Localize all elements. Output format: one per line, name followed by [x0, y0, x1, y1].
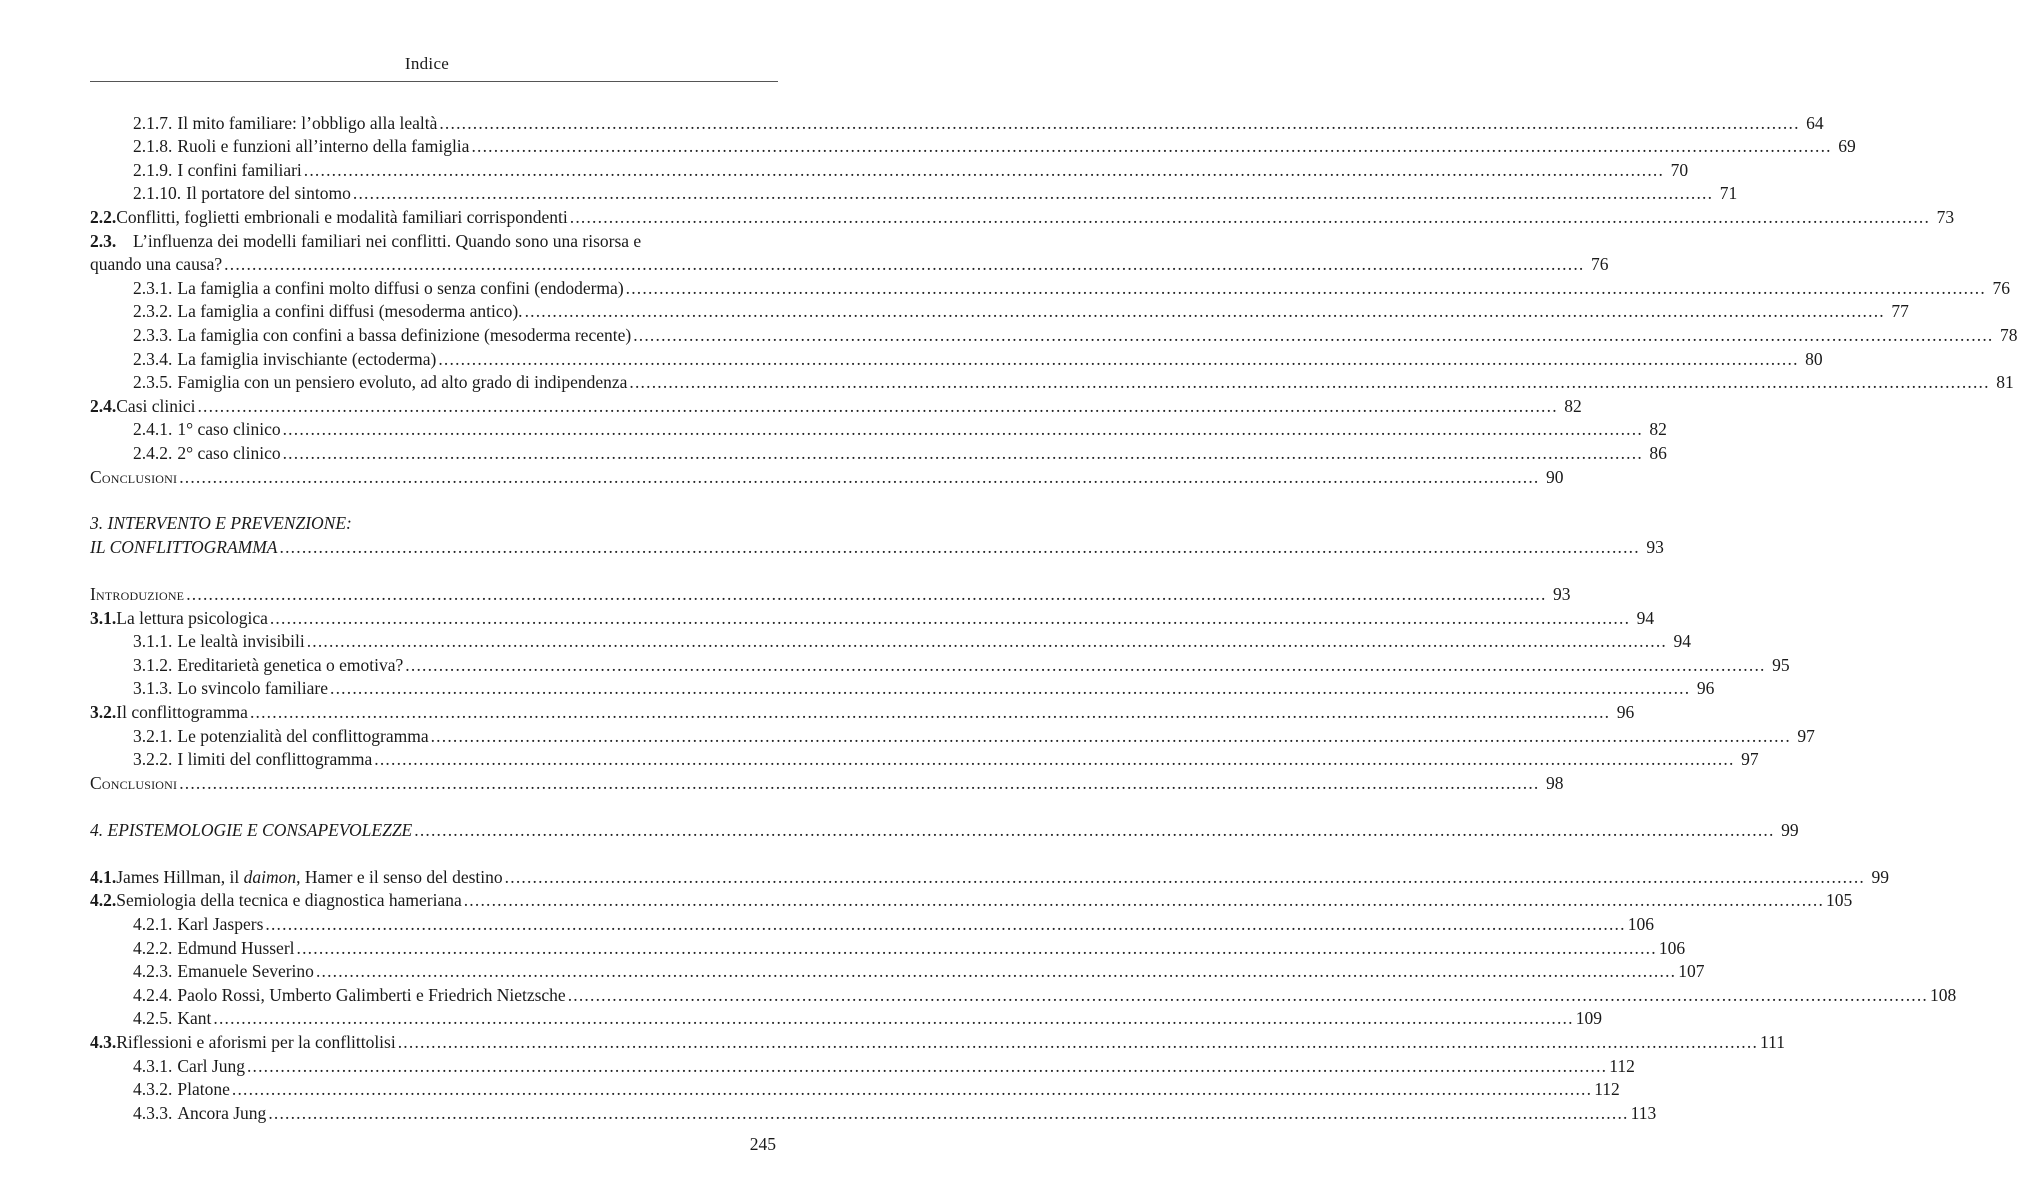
entry-page: 70 [1670, 159, 1689, 180]
entry-title: Ancora Jung [177, 1102, 267, 1123]
toc-entry[interactable] [90, 416, 1667, 440]
entry-title: La famiglia a confini molto diffusi o senza confini (endoderma) [177, 277, 624, 298]
chapter-title-continued: IL CONFLITTOGRAMMA [90, 537, 278, 558]
entry-page: 82 [1564, 395, 1582, 416]
entry-title: Il conflittogramma [116, 702, 248, 723]
dot-leader [353, 183, 1713, 203]
dot-leader [405, 655, 1765, 675]
entry-number: 2.3.4. [133, 348, 173, 369]
entry-number: 2.1.9. [133, 159, 173, 180]
entry-title: Semiologia della tecnica e diagnostica hameriana [116, 890, 462, 911]
entry-title: Ereditarietà genetica o emotiva? [177, 654, 404, 675]
toc-entry[interactable] [90, 910, 1654, 934]
entry-page: 97 [1797, 725, 1815, 746]
entry-title: 1° caso clinico [177, 419, 281, 440]
dot-leader [374, 749, 1734, 769]
entry-title: I confini familiari [177, 159, 302, 180]
toc-entry[interactable] [90, 1028, 1785, 1052]
entry-page: 73 [1936, 206, 1955, 227]
dot-leader [224, 254, 1584, 274]
toc-entry[interactable] [90, 1052, 1635, 1076]
toc-entry[interactable] [90, 1005, 1602, 1029]
toc-entry[interactable] [90, 109, 1824, 133]
entry-page: 76 [1590, 254, 1609, 275]
dot-leader [570, 207, 1930, 227]
entry-page: 112 [1594, 1079, 1620, 1100]
entry-page: 109 [1575, 1008, 1602, 1029]
toc-entry-conclusions[interactable] [90, 769, 1564, 793]
toc-entry[interactable] [90, 746, 1759, 770]
entry-title: Il portatore del sintomo [186, 183, 351, 204]
table-of-contents [90, 109, 2018, 1123]
dot-leader [505, 867, 1865, 887]
entry-number: 4.3.2. [133, 1079, 173, 1100]
dot-leader [431, 726, 1791, 746]
entry-number: 3.1.3. [133, 678, 173, 699]
entry-title: Famiglia con un pensiero evoluto, ad alto grado di indipendenza [177, 372, 628, 393]
entry-title: La famiglia con confini a bassa definizione (mesoderma recente) [177, 324, 632, 345]
toc-entry[interactable] [90, 227, 772, 251]
dot-leader [280, 537, 1640, 557]
entry-page: 77 [1891, 301, 1909, 322]
entry-title-part: James Hillman, il [116, 866, 244, 887]
dot-leader [232, 1079, 1592, 1099]
dot-leader [439, 113, 1799, 133]
entry-page: 105 [1826, 890, 1853, 911]
toc-entry[interactable] [90, 298, 1909, 322]
entry-page: 90 [1546, 466, 1564, 487]
entry-number: 2.3.1. [133, 277, 173, 298]
entry-title: Conclusioni [90, 772, 178, 793]
chapter-heading[interactable] [90, 816, 1799, 840]
dot-leader [438, 349, 1798, 369]
entry-title: Karl Jaspers [177, 913, 264, 934]
dot-leader [297, 938, 1657, 958]
entry-number: 2.3. [90, 230, 117, 251]
entry-number: 2.3.2. [133, 301, 173, 322]
toc-entry-continuation[interactable] [90, 251, 1609, 275]
toc-entry[interactable] [90, 863, 1889, 887]
entry-title: Edmund Husserl [177, 937, 295, 958]
entry-number: 4.3. [90, 1031, 117, 1052]
entry-page: 113 [1630, 1102, 1657, 1123]
dot-leader [568, 985, 1928, 1005]
dot-leader [247, 1056, 1607, 1076]
entry-number: 4.2.3. [133, 961, 173, 982]
entry-title: La famiglia invischiante (ectoderma) [177, 348, 437, 369]
dot-leader [316, 961, 1676, 981]
toc-entry[interactable] [90, 1076, 1620, 1100]
dot-leader [283, 419, 1643, 439]
toc-entry[interactable] [90, 156, 1689, 180]
toc-entry[interactable] [90, 958, 1705, 982]
entry-page: 94 [1673, 631, 1692, 652]
entry-title: L’influenza dei modelli familiari nei conflitti. Quando sono una risorsa e [133, 230, 642, 251]
entry-page: 81 [1996, 372, 2014, 393]
entry-title: Casi clinici [116, 395, 196, 416]
dot-leader [307, 631, 1667, 651]
entry-title: I limiti del conflittogramma [177, 749, 373, 770]
dot-leader [304, 160, 1664, 180]
toc-entry[interactable] [90, 628, 1692, 652]
page-number: 245 [749, 1134, 776, 1154]
entry-title: Le potenzialità del conflittogramma [177, 725, 429, 746]
dot-leader [629, 372, 1989, 392]
chapter-heading[interactable] [90, 510, 772, 534]
toc-entry[interactable] [90, 439, 1667, 463]
entry-number: 3.2. [90, 702, 117, 723]
entry-title: Carl Jung [177, 1055, 245, 1076]
toc-entry[interactable] [90, 345, 1823, 369]
entry-page: 86 [1649, 442, 1667, 463]
dot-leader [179, 467, 1539, 487]
toc-entry[interactable] [90, 392, 1582, 416]
entry-page: 64 [1806, 112, 1824, 133]
dot-leader [179, 773, 1539, 793]
entry-number: 2.1.7. [133, 112, 173, 133]
running-header: Indice [404, 54, 450, 73]
entry-page: 69 [1838, 136, 1856, 157]
entry-page: 97 [1741, 749, 1759, 770]
entry-title-continued: quando una causa? [90, 254, 223, 275]
entry-title: La famiglia a confini diffusi (mesoderma antico). [177, 301, 523, 322]
entry-page: 107 [1678, 961, 1705, 982]
entry-number: 3.2.1. [133, 725, 173, 746]
entry-number: 3.2.2. [133, 749, 173, 770]
entry-number: 4.2.1. [133, 913, 173, 934]
entry-number: 4.2.2. [133, 937, 173, 958]
entry-number: 4.2.4. [133, 984, 173, 1005]
entry-title: Lo svincolo familiare [177, 678, 329, 699]
entry-title: Le lealtà invisibili [177, 631, 305, 652]
entry-number: 4.2.5. [133, 1008, 173, 1029]
entry-number: 2.1.10. [133, 183, 182, 204]
chapter-heading-continuation[interactable] [90, 533, 1664, 558]
dot-leader [250, 702, 1610, 722]
entry-title: Il mito familiare: l’obbligo alla lealtà [177, 112, 438, 133]
chapter-title: 4. EPISTEMOLOGIE E CONSAPEVOLEZZE [90, 819, 413, 840]
toc-entry[interactable] [90, 887, 1853, 911]
entry-number: 3.1. [90, 607, 117, 628]
toc-entry[interactable] [90, 934, 1686, 958]
toc-entry[interactable] [90, 274, 2010, 298]
entry-number: 4.3.1. [133, 1055, 173, 1076]
entry-page: 106 [1627, 913, 1654, 934]
entry-page: 99 [1781, 819, 1799, 840]
entry-title: Conclusioni [90, 466, 178, 487]
entry-title: Ruoli e funzioni all’interno della famiglia [177, 136, 470, 157]
entry-page: 99 [1871, 866, 1889, 887]
toc-entry[interactable] [90, 651, 1790, 675]
entry-number: 4.2. [90, 890, 117, 911]
dot-leader [197, 396, 1557, 416]
entry-page: 93 [1646, 537, 1664, 558]
entry-title: Platone [177, 1079, 230, 1100]
entry-page: 106 [1658, 937, 1686, 958]
dot-leader [270, 608, 1630, 628]
entry-number: 2.1.8. [133, 136, 173, 157]
entry-page: 76 [1992, 277, 2010, 298]
toc-entry[interactable] [90, 133, 1856, 157]
entry-number: 2.4. [90, 395, 117, 416]
entry-title-part: , Hamer e il senso del destino [296, 866, 503, 887]
dot-leader [626, 278, 1986, 298]
dot-leader [414, 820, 1774, 840]
entry-title: Riflessioni e aforismi per la conflittolisi [116, 1031, 396, 1052]
dot-leader [268, 1103, 1628, 1123]
dot-leader [330, 678, 1690, 698]
dot-leader [186, 584, 1546, 604]
toc-entry-introduction[interactable] [90, 580, 1571, 605]
toc-entry[interactable] [90, 321, 2018, 345]
toc-entry[interactable] [90, 203, 1955, 227]
entry-title: Conflitti, foglietti embrionali e modalità familiari corrispondenti [116, 206, 568, 227]
entry-page: 82 [1649, 419, 1667, 440]
entry-title: Paolo Rossi, Umberto Galimberti e Friedrich Nietzsche [177, 984, 566, 1005]
entry-number: 2.2. [90, 206, 117, 227]
header-rule [90, 81, 778, 82]
entry-number: 3.1.2. [133, 654, 173, 675]
entry-title: 2° caso clinico [177, 442, 281, 463]
dot-leader [633, 325, 1993, 345]
entry-page: 78 [2000, 324, 2018, 345]
toc-entry-conclusions[interactable] [90, 463, 1564, 487]
entry-page: 71 [1719, 183, 1738, 204]
chapter-title: 3. INTERVENTO E PREVENZIONE: [90, 513, 352, 534]
entry-page: 80 [1805, 348, 1823, 369]
toc-entry[interactable] [90, 369, 2014, 393]
entry-page: 96 [1616, 702, 1635, 723]
dot-leader [265, 914, 1625, 934]
entry-number: 2.4.2. [133, 442, 173, 463]
entry-number: 4.1. [90, 866, 117, 887]
entry-number: 2.3.5. [133, 372, 173, 393]
entry-page: 108 [1930, 984, 1957, 1005]
entry-page: 94 [1636, 607, 1655, 628]
entry-page: 112 [1609, 1055, 1635, 1076]
entry-title: Introduzione [90, 584, 185, 605]
entry-title: La lettura psicologica [116, 607, 268, 628]
entry-title: Emanuele Severino [177, 961, 314, 982]
dot-leader [398, 1032, 1758, 1052]
entry-page: 98 [1546, 772, 1564, 793]
entry-number: 2.4.1. [133, 419, 173, 440]
toc-entry[interactable] [90, 722, 1815, 746]
entry-page: 95 [1772, 654, 1790, 675]
entry-page: 93 [1553, 584, 1571, 605]
toc-entry[interactable] [90, 1099, 1657, 1123]
dot-leader [213, 1008, 1573, 1028]
toc-entry[interactable] [90, 180, 1738, 204]
dot-leader [464, 890, 1824, 910]
toc-entry[interactable] [90, 698, 1635, 723]
entry-number: 2.3.3. [133, 324, 173, 345]
dot-leader [283, 443, 1643, 463]
toc-entry[interactable] [90, 604, 1655, 628]
entry-page: 111 [1760, 1031, 1785, 1052]
dot-leader [525, 301, 1885, 321]
dot-leader [471, 136, 1831, 156]
toc-entry[interactable] [90, 675, 1715, 699]
entry-title-italic-part: daimon [243, 866, 297, 887]
entry-title: Kant [177, 1008, 212, 1029]
entry-title [116, 867, 502, 887]
entry-number: 3.1.1. [133, 631, 173, 652]
toc-entry[interactable] [90, 981, 1957, 1005]
entry-number: 4.3.3. [133, 1102, 173, 1123]
entry-page: 96 [1696, 678, 1715, 699]
